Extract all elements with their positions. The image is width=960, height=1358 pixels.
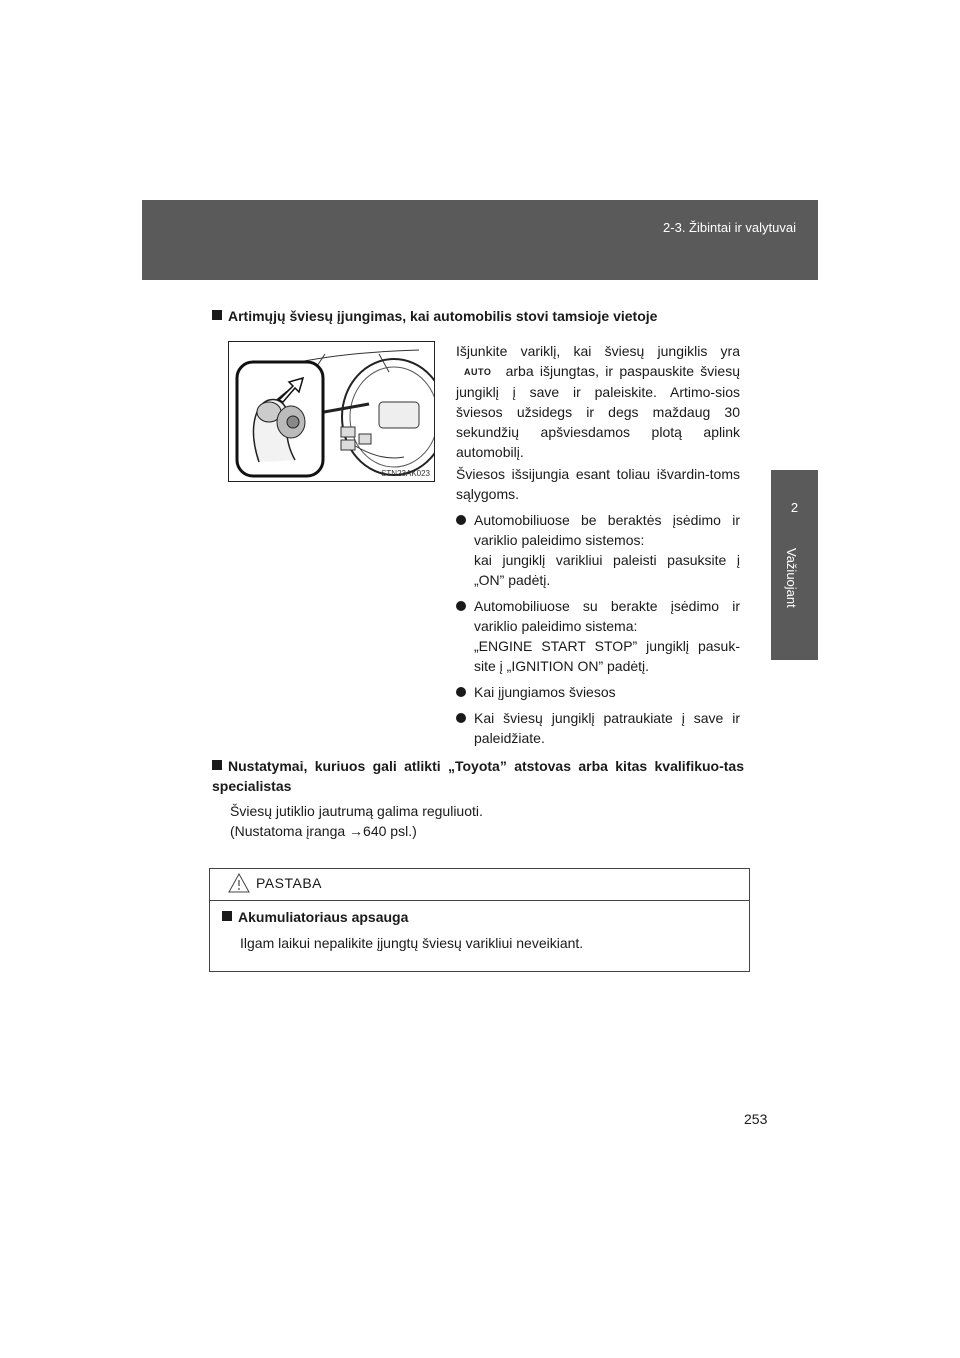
square-bullet-icon [222, 911, 232, 921]
auto-symbol-icon: AUTO [464, 367, 492, 377]
caution-note-box [209, 868, 750, 972]
section2-heading [212, 756, 744, 796]
round-bullet-icon [456, 713, 466, 723]
page-number: 253 [744, 1111, 768, 1127]
note-title: PASTABA [256, 875, 323, 891]
section1-heading-text: Artimųjų šviesų įjungimas, kai automobilis stovi tamsioje vietoje [228, 308, 658, 324]
list-item: Automobiliuose be beraktės įsėdimo ir variklio paleidimo sistemos: kai jungiklį varikliui paleisti pasuksite į „ON” padėtį. [456, 510, 740, 590]
chapter-header [142, 200, 818, 280]
section1-intro-paragraph [456, 341, 740, 462]
warning-triangle-icon [228, 873, 250, 893]
condition-list [456, 510, 740, 748]
section1-heading [212, 306, 752, 326]
section-title: 2-3. Žibintai ir valytuvai [663, 220, 796, 235]
list-item: Kai šviesų jungiklį patraukiate į save ir paleidžiate. [456, 708, 740, 748]
chapter-side-tab [771, 470, 818, 660]
section1-conditions-paragraph: Šviesos išsijungia esant toliau išvardin-toms sąlygoms. [456, 466, 740, 502]
note-header [210, 869, 749, 901]
list-item: Kai įjungiamos šviesos [456, 682, 740, 702]
square-bullet-icon [212, 760, 222, 770]
round-bullet-icon [456, 601, 466, 611]
dashboard-lever-drawing [229, 342, 435, 482]
figure-code: STN23AK023 [381, 469, 430, 478]
round-bullet-icon [456, 687, 466, 697]
section2-body: Šviesų jutiklio jautrumą galima reguliuoti. (Nustatoma įranga →640 psl.) [230, 803, 483, 839]
intro-text: Išjunkite variklį, kai šviesų jungiklis yra AUTO arba išjungtas, ir paspauskite šviesų jungiklį į save ir paleiskite. Artimo-sios šviesos užsidegs ir degs maždaug 30 sekundžių apšviesdamos plotą aplink automobilį. [456, 343, 740, 460]
note-text: Ilgam laikui nepalikite įjungtų šviesų varikliui neveikiant. [240, 935, 584, 951]
note-heading: Akumuliatoriaus apsauga [222, 909, 408, 925]
chapter-number: 2 [790, 500, 799, 515]
list-item: Automobiliuose su berakte įsėdimo ir variklio paleidimo sistema: „ENGINE START STOP” jungiklį pasuk-site į „IGNITION ON” padėtį. [456, 596, 740, 676]
round-bullet-icon [456, 515, 466, 525]
section2-heading-text: Nustatymai, kuriuos gali atlikti „Toyota” atstovas arba kitas kvalifikuo-tas specialistas [212, 758, 744, 794]
square-bullet-icon [212, 310, 222, 320]
light-switch-illustration [228, 341, 435, 482]
chapter-label: Važiuojant [784, 548, 799, 608]
